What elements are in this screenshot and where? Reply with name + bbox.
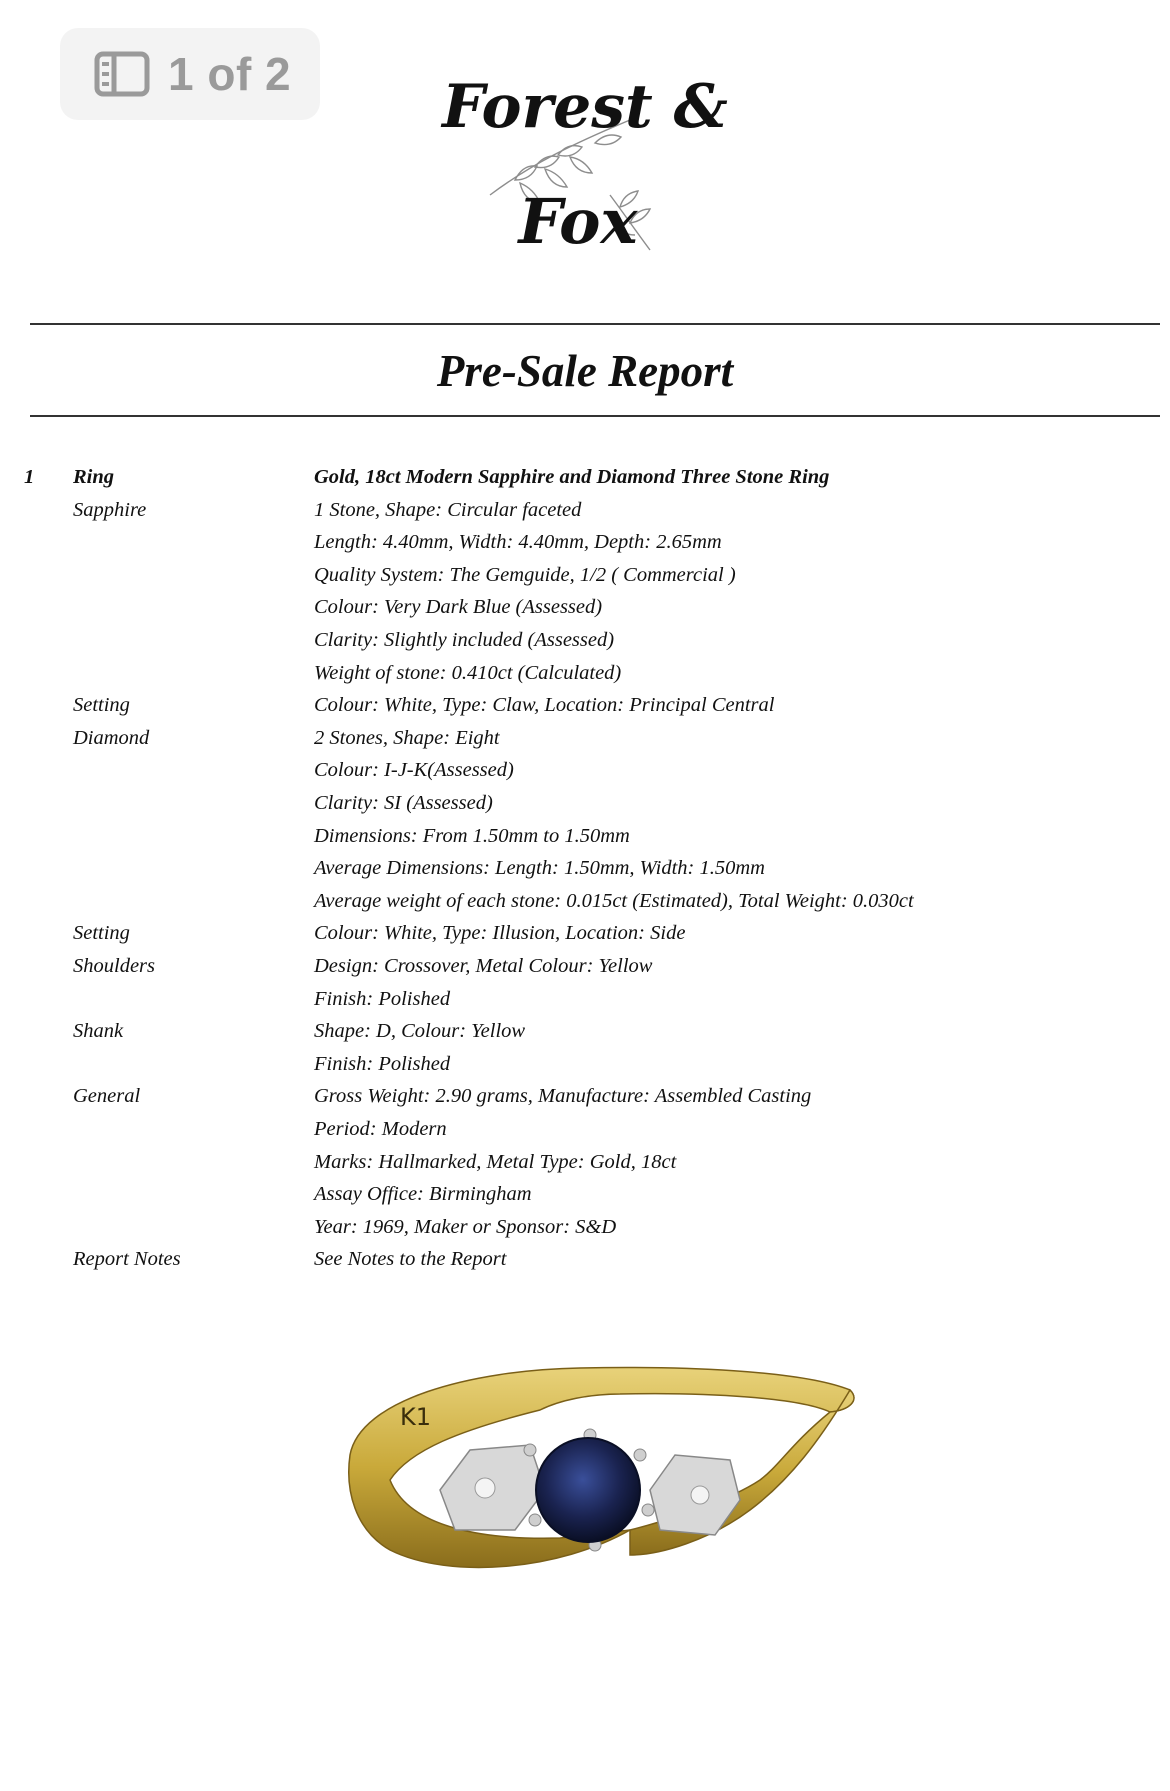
detail-line: See Notes to the Report xyxy=(314,1248,507,1270)
detail-line: Design: Crossover, Metal Colour: Yellow xyxy=(314,955,653,977)
detail-line: Colour: White, Type: Illusion, Location: Side xyxy=(314,922,686,944)
detail-line: Quality System: The Gemguide, 1/2 ( Commercial ) xyxy=(314,564,736,586)
section-label: General xyxy=(73,1085,141,1107)
detail-line: Finish: Polished xyxy=(314,1053,451,1075)
detail-line: Average Dimensions: Length: 1.50mm, Width: 1.50mm xyxy=(314,857,765,879)
report-title: Pre-Sale Report xyxy=(436,346,734,396)
detail-line: 2 Stones, Shape: Eight xyxy=(314,727,500,749)
logo-line1: Forest & xyxy=(442,72,728,142)
detail-line: Colour: White, Type: Claw, Location: Principal Central xyxy=(314,694,775,716)
detail-line: Colour: I-J-K(Assessed) xyxy=(314,759,514,781)
detail-line: Clarity: Slightly included (Assessed) xyxy=(314,629,615,651)
page-indicator-text: 1 of 2 xyxy=(168,48,292,100)
logo-line2: Fox xyxy=(518,185,638,258)
detail-line: Shape: D, Colour: Yellow xyxy=(314,1020,526,1042)
lot-number: 1 xyxy=(24,466,35,488)
detail-line: Average weight of each stone: 0.015ct (Estimated), Total Weight: 0.030ct xyxy=(314,890,914,912)
section-label: Report Notes xyxy=(73,1248,181,1270)
detail-line: Dimensions: From 1.50mm to 1.50mm xyxy=(314,825,630,847)
detail-line: 1 Stone, Shape: Circular faceted xyxy=(314,499,582,521)
item-title: Gold, 18ct Modern Sapphire and Diamond Three Stone Ring xyxy=(314,466,830,488)
section-label: Setting xyxy=(73,922,130,944)
detail-line: Length: 4.40mm, Width: 4.40mm, Depth: 2.65mm xyxy=(314,531,722,553)
detail-line: Colour: Very Dark Blue (Assessed) xyxy=(314,596,603,618)
ring-photo xyxy=(330,1330,870,1650)
section-label: Sapphire xyxy=(73,499,147,521)
ring-engraving: K1 xyxy=(400,1403,432,1431)
detail-line: Clarity: SI (Assessed) xyxy=(314,792,493,814)
detail-line: Weight of stone: 0.410ct (Calculated) xyxy=(314,662,622,684)
section-label: Shank xyxy=(73,1020,124,1042)
detail-line: Gross Weight: 2.90 grams, Manufacture: Assembled Casting xyxy=(314,1085,812,1107)
detail-line: Finish: Polished xyxy=(314,988,451,1010)
detail-line: Assay Office: Birmingham xyxy=(314,1183,532,1205)
detail-line: Period: Modern xyxy=(314,1118,447,1140)
section-label: Shoulders xyxy=(73,955,155,977)
detail-line: Marks: Hallmarked, Metal Type: Gold, 18ct xyxy=(314,1151,677,1173)
detail-line: Year: 1969, Maker or Sponsor: S&D xyxy=(314,1216,617,1238)
section-label: Ring xyxy=(73,466,115,488)
section-label: Diamond xyxy=(73,727,150,749)
section-label: Setting xyxy=(73,694,130,716)
